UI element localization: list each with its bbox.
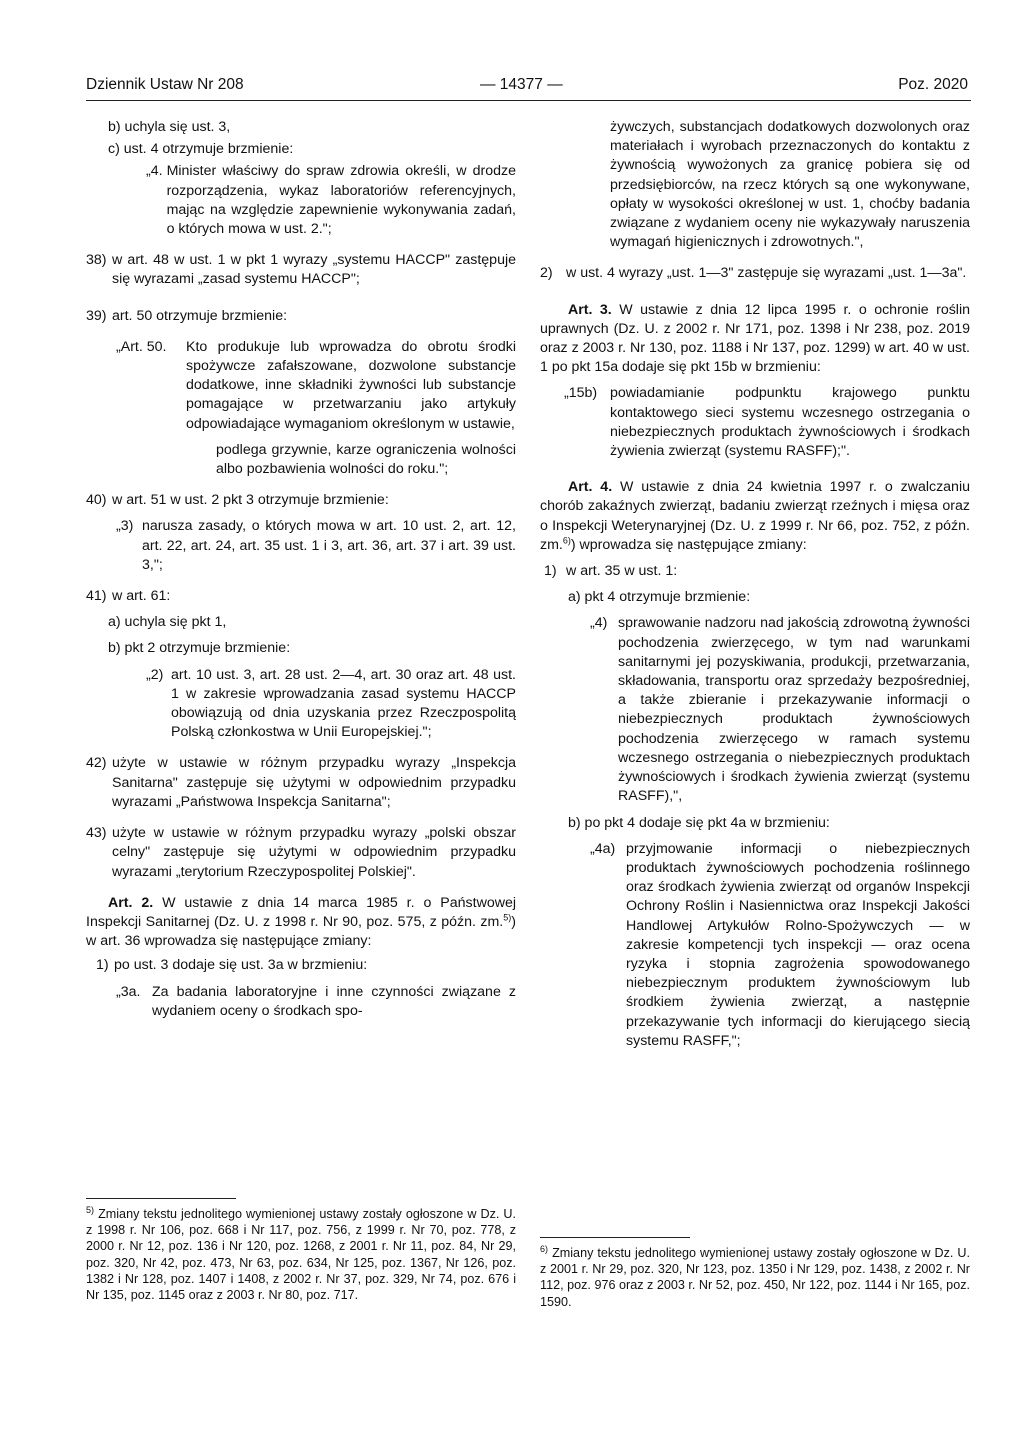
item-art2-1 — [86, 956, 516, 975]
item-41-num: 41) — [86, 588, 107, 605]
article-4-label: Art. 4. — [568, 479, 613, 496]
item-43-num: 43) — [86, 825, 107, 842]
item-art2-1-num: 1) — [96, 957, 109, 974]
item-art2-2-num: 2) — [540, 265, 553, 282]
footnote-ref-5: 5) — [503, 912, 512, 923]
article-3-text: W ustawie z dnia 12 lipca 1995 r. o ochronie roślin uprawnych (Dz. U. z 2002 r. Nr 171, poz. 1398 i Nr 238, poz. 2019 oraz z 2003 r. Nr 130, poz. 1188 i Nr 137, poz. 1299) w art. 40 w ust. 1 po pkt 15a dodaje się pkt 15b w brzmieniu: — [540, 301, 970, 376]
item-art4-1-num: 1) — [544, 563, 557, 580]
right-column — [540, 118, 970, 1051]
footnote-6-num: 6) — [540, 1243, 549, 1254]
item-b-uchyla: b) uchyla się ust. 3, — [108, 119, 231, 135]
item-art4-1 — [540, 562, 970, 581]
article-2-text-end: ) w art. 36 wprowadza się następujące zmiany: — [86, 913, 516, 950]
item-38 — [86, 251, 516, 289]
footnote-rule-right — [540, 1237, 690, 1238]
item-40-num: 40) — [86, 492, 107, 509]
quote-ust4-text: Minister właściwy do spraw zdrowia określi, w drodze rozporządzenia, wykaz laboratoriów referencyjnych, mając na względzie zapewnienie wykonywania zadań, o których mowa w ust. 2."; — [166, 163, 516, 238]
item-43 — [86, 824, 516, 882]
quote-pkt4-num: „4) — [590, 615, 608, 632]
footnote-6-text: Zmiany tekstu jednolitego wymienionej ustawy zostały ogłoszone w Dz. U. z 2001 r. Nr 29, poz. 320, Nr 123, poz. 1350 i Nr 129, poz. 1438, z 2002 r. Nr 112, poz. 976 oraz z 2003 r. Nr 52, poz. 450, Nr 122, poz. 1144 i Nr 165, poz. 1590. — [540, 1246, 971, 1309]
position-number: Poz. 2020 — [898, 76, 968, 93]
quote-pkt2 — [86, 666, 516, 743]
quote-pkt3 — [86, 517, 516, 575]
quote-pkt3-text: narusza zasady, o których mowa w art. 10 ust. 2, art. 12, art. 22, art. 24, art. 35 ust. 1 i 3, art. 36, art. 37 i art. 39 ust. 3,"; — [142, 518, 516, 573]
quote-pkt15b — [540, 384, 970, 461]
quote-art50 — [86, 338, 516, 434]
item-c-ust4: c) ust. 4 otrzymuje brzmienie: — [108, 141, 294, 158]
item-art2-2-text: w ust. 4 wyrazy „ust. 1—3" zastępuje się wyrazami „ust. 1—3a". — [566, 265, 967, 282]
item-43-text: użyte w ustawie w różnym przypadku wyrazy „polski obszar celny" zastępuje się użytymi w odpowiednim przypadku wyrazami „terytorium Rzeczypospolitej Polskiej". — [112, 825, 516, 880]
page-number: — 14377 — — [480, 76, 563, 93]
journal-title: Dziennik Ustaw Nr 208 — [86, 76, 244, 93]
quote-ust3a — [86, 983, 516, 1021]
item-42-text: użyte w ustawie w różnym przypadku wyrazy „Inspekcja Sanitarna" zastępuje się użytymi w odpowiednim przypadku wyrazami „Państwowa Inspekcja Sanitarna"; — [112, 755, 516, 810]
quote-pkt4a-num: „4a) — [590, 840, 616, 857]
quote-pkt4a — [540, 840, 970, 1051]
footnote-rule-left — [86, 1198, 236, 1199]
item-41-text: w art. 61: — [112, 588, 171, 605]
footnote-6 — [540, 1245, 970, 1310]
quote-ust3a-num: „3a. — [116, 983, 141, 1000]
item-art2-2 — [540, 264, 970, 283]
quote-ust3a-continued: żywczych, substancjach dodatkowych dozwolonych oraz materiałach i wyrobach przeznaczonych do kontaktu z żywnością wywożonych za granicę pobiera się od przedsiębiorców, na rzecz których są one wykonywane, opłaty w wysokości określonej w ust. 1, choćby badania związane z wydaniem oceny nie wykazywały naruszenia wymagań higienicznych i zdrowotnych.", — [610, 119, 970, 251]
quote-pkt15b-text: powiadamianie podpunktu krajowego punktu kontaktowego sieci systemu wczesnego ostrzegania o niebezpiecznych produktach żywnościowych i środkach żywienia zwierząt (systemu RASFF);". — [610, 385, 970, 460]
quote-art50-num: „Art. 50. — [116, 338, 167, 355]
item-39-text: art. 50 otrzymuje brzmienie: — [112, 307, 288, 324]
article-4 — [540, 478, 970, 555]
item-40-text: w art. 51 w ust. 2 pkt 3 otrzymuje brzmienie: — [112, 492, 389, 509]
item-41a: a) uchyla się pkt 1, — [108, 614, 227, 631]
item-38-num: 38) — [86, 252, 107, 269]
article-2-text: W ustawie z dnia 14 marca 1985 r. o Państwowej Inspekcji Sanitarnej (Dz. U. z 1998 r. Nr 90, poz. 575, z późn. zm. — [86, 894, 516, 930]
item-38-text: w art. 48 w ust. 1 w pkt 1 wyrazy „systemu HACCP" zastępuje się wyrazami „zasad systemu HACCP"; — [112, 252, 516, 288]
item-art2-1-text: po ust. 3 dodaje się ust. 3a w brzmieniu: — [114, 957, 368, 974]
item-39-num: 39) — [86, 307, 107, 324]
footnote-5 — [86, 1206, 516, 1303]
item-39 — [86, 307, 516, 326]
article-4-text: W ustawie z dnia 24 kwietnia 1997 r. o zwalczaniu chorób zakaźnych zwierząt, badaniu zwierząt rzeźnych i mięsa oraz o Inspekcji Weterynaryjnej (Dz. U. z 1999 r. Nr 66, poz. 752, z późn. zm. — [540, 479, 970, 553]
quote-pkt3-num: „3) — [116, 518, 134, 535]
quote-pkt2-num: „2) — [146, 666, 164, 683]
article-3-label: Art. 3. — [568, 301, 612, 318]
quote-ust4-num: „4. — [146, 163, 163, 180]
article-3 — [540, 301, 970, 378]
art50-penalty: podlega grzywnie, karze ograniczenia wolności albo pozbawienia wolności do roku."; — [216, 441, 516, 478]
quote-pkt4-text: sprawowanie nadzoru nad jakością zdrowotną żywności pochodzenia zwierzęcego, w tym nad warunkami sanitarnymi jej pozyskiwania, produkcji, przetwarzania, składowania, transportu oraz sprzedaży bezpośredniej, a także zbieranie i przekazywanie informacji o niebezpiecznych produktach żywnościowych pochodzenia zwierzęcego w ramach systemu wczesnego ostrzegania o niebezpiecznych produktach żywnościowych i środkach żywienia zwierząt (systemu RASFF),", — [618, 615, 970, 805]
quote-ust3a-text: Za badania laboratoryjne i inne czynności związane z wydaniem oceny o środkach spo- — [152, 983, 516, 1019]
header-rule — [86, 100, 971, 101]
quote-ust4 — [86, 162, 516, 239]
left-column — [86, 118, 516, 1021]
item-40 — [86, 491, 516, 510]
article-4-text-end: ) wprowadza się następujące zmiany: — [570, 536, 807, 553]
item-art4-1-text: w art. 35 w ust. 1: — [566, 563, 678, 580]
item-42-num: 42) — [86, 755, 107, 772]
article-2-label: Art. 2. — [108, 894, 154, 911]
item-42 — [86, 754, 516, 812]
item-41 — [86, 587, 516, 606]
quote-pkt4a-text: przyjmowanie informacji o niebezpiecznych produktach żywnościowych pochodzenia roślinnego oraz środkach żywienia zwierząt od organów Inspekcji Ochrony Roślin i Nasiennictwa oraz Inspekcji Jakości Handlowej Artykułów Rolno-Spożywczych — w zakresie kompetencji tych inspekcji — oraz ocena ryzyka i stopnia zagrożenia spowodowanego niebezpiecznym produktem żywnościowym lub środkiem żywienia zwierząt, a następnie przekazywanie tych informacji do kierującego siecią systemu RASFF,"; — [626, 840, 970, 1049]
footnote-ref-6: 6) — [562, 535, 571, 546]
footnote-5-num: 5) — [86, 1204, 95, 1215]
item-art4-1b: b) po pkt 4 dodaje się pkt 4a w brzmieniu: — [568, 814, 830, 831]
quote-pkt2-text: art. 10 ust. 3, art. 28 ust. 2—4, art. 30 oraz art. 48 ust. 1 w zakresie wprowadzania zasad systemu HACCP obowiązują od dnia uzyskania przez Rzeczpospolitą Polską członkostwa w Unii Europejskiej."; — [171, 666, 516, 741]
footnote-5-text: Zmiany tekstu jednolitego wymienionej ustawy zostały ogłoszone w Dz. U. z 1998 r. Nr 106, poz. 668 i Nr 117, poz. 756, z 1999 r. Nr 70, poz. 778, z 2000 r. Nr 12, poz. 136 i Nr 120, poz. 1268, z 2001 r. Nr 11, poz. 84, Nr 29, poz. 320, Nr 42, poz. 473, Nr 63, poz. 634, Nr 125, poz. 1367, Nr 126, poz. 1382 i Nr 128, poz. 1407 i 1408, z 2002 r. Nr 37, poz. 329, Nr 74, poz. 676 i Nr 135, poz. 1145 oraz z 2003 r. Nr 80, poz. 717. — [86, 1207, 517, 1303]
quote-pkt4 — [540, 614, 970, 806]
quote-pkt15b-num: „15b) — [564, 385, 598, 402]
item-art4-1a: a) pkt 4 otrzymuje brzmienie: — [568, 589, 751, 606]
quote-art50-text: Kto produkuje lub wprowadza do obrotu środki spożywcze zafałszowane, dozwolone substancje dodatkowe, inne składniki żywności lub substancje pomagające w przetwarzaniu jako artykuły odpowiadające wymaganiom określonym w ustawie, — [186, 338, 516, 432]
item-41b: b) pkt 2 otrzymuje brzmienie: — [108, 640, 291, 657]
article-2 — [86, 894, 516, 952]
